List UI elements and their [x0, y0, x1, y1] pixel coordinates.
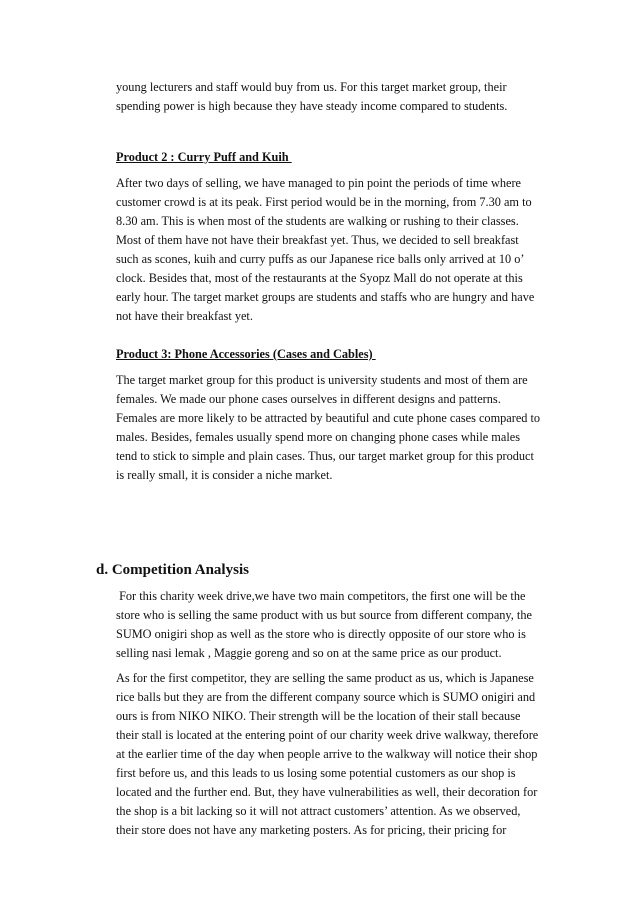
text-line: Females are more likely to be attracted by beautiful and cute phone cases compared to — [116, 411, 541, 425]
text-line: early hour. The target market groups are students and staffs who are hungry and have — [116, 290, 535, 304]
text-line: As for the first competitor, they are selling the same product as us, which is Japanese — [116, 671, 534, 685]
text-line: ours is from NIKO NIKO. Their strength will be the location of their stall because — [116, 709, 521, 723]
text-line: SUMO onigiri shop as well as the store who is directly opposite of our store who is — [116, 627, 526, 641]
text-line: their store does not have any marketing posters. As for pricing, their pricing for — [116, 823, 507, 837]
product2-heading: Product 2 : Curry Puff and Kuih — [116, 150, 292, 164]
text-line: young lecturers and staff would buy from us. For this target market group, their — [116, 80, 507, 94]
product2-paragraph — [116, 174, 566, 326]
text-line: is really small, it is consider a niche market. — [116, 468, 333, 482]
text-line: males. Besides, females usually spend more on changing phone cases while males — [116, 430, 520, 444]
text-line: such as scones, kuih and curry puffs as our Japanese rice balls only arrived at 10 o’ — [116, 252, 525, 266]
text-line: females. We made our phone cases ourselves in different designs and patterns. — [116, 392, 501, 406]
product3-section — [116, 345, 566, 364]
product3-paragraph — [116, 371, 566, 485]
text-line: After two days of selling, we have managed to pin point the periods of time where — [116, 176, 522, 190]
text-line: clock. Besides that, most of the restaurants at the Syopz Mall do not operate at this — [116, 271, 523, 285]
competition-paragraph-1 — [116, 587, 566, 663]
product2-section — [116, 148, 566, 167]
text-line: spending power is high because they have steady income compared to students. — [116, 99, 508, 113]
intro-paragraph — [116, 78, 566, 116]
text-line: selling nasi lemak , Maggie goreng and so on at the same price as our product. — [116, 646, 502, 660]
text-line: customer crowd is at its peak. First period would be in the morning, from 7.30 am to — [116, 195, 532, 209]
text-line: not have their breakfast yet. — [116, 309, 253, 323]
text-line: For this charity week drive,we have two main competitors, the first one will be the — [116, 589, 526, 603]
text-line: first before us, and this leads to us losing some potential customers as our shop is — [116, 766, 516, 780]
competition-analysis-title: d. Competition Analysis — [96, 562, 249, 578]
text-line: 8.30 am. This is when most of the students are walking or rushing to their classes. — [116, 214, 519, 228]
product3-heading: Product 3: Phone Accessories (Cases and Cables) — [116, 347, 376, 361]
text-line: the shop is a bit lacking so it will not attract customers’ attention. As we observed, — [116, 804, 521, 818]
text-line: rice balls but they are from the different company source which is SUMO onigiri and — [116, 690, 536, 704]
text-line: store who is selling the same product with us but source from different company, the — [116, 608, 532, 622]
competition-paragraph-2 — [116, 669, 566, 840]
text-line: Most of them have not have their breakfast yet. Thus, we decided to sell breakfast — [116, 233, 519, 247]
text-line: tend to stick to simple and plain cases. Thus, our target market group for this product — [116, 449, 534, 463]
text-line: at the earlier time of the day when people arrive to the walkway will notice their shop — [116, 747, 538, 761]
text-line: their stall is located at the entering point of our charity week drive walkway, therefore — [116, 728, 539, 742]
text-line: The target market group for this product is university students and most of them are — [116, 373, 528, 387]
text-line: located and the further end. But, they have vulnerabilities as well, their decoration for — [116, 785, 538, 799]
